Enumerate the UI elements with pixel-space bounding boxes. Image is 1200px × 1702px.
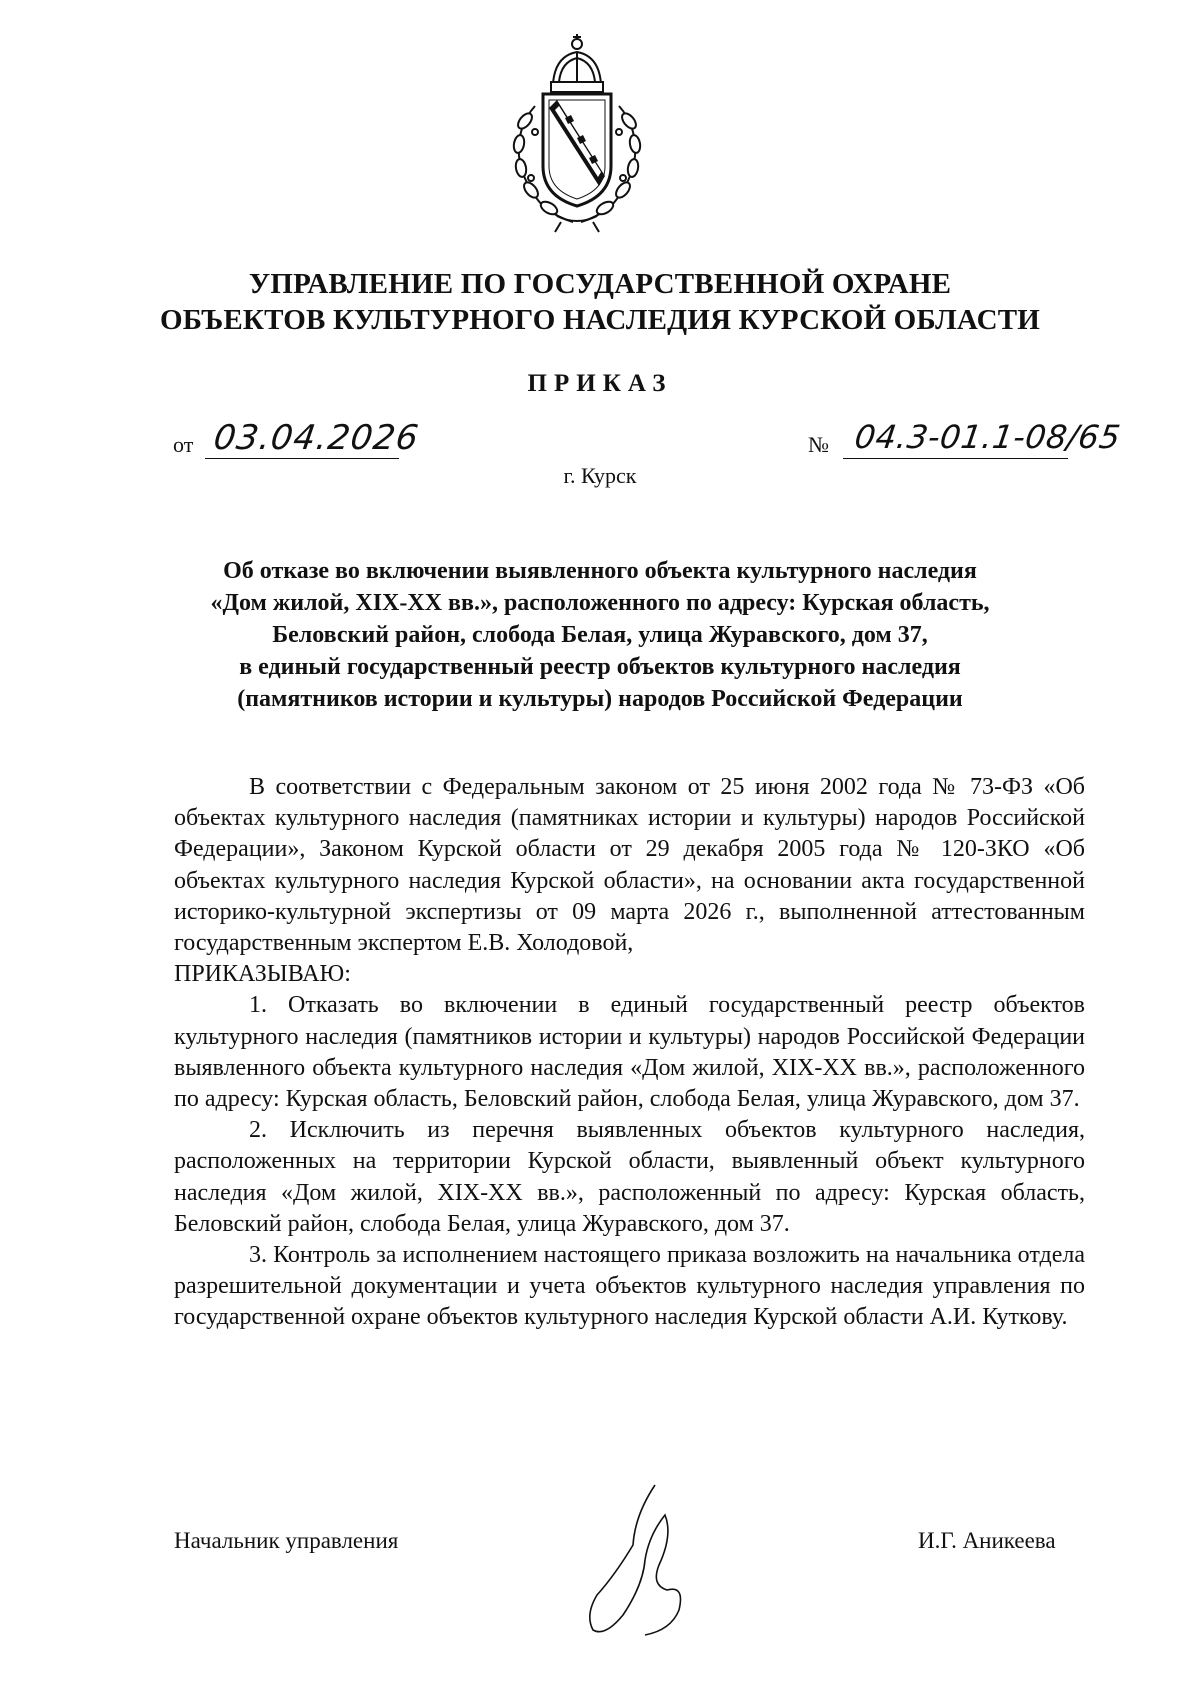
document-type-title: ПРИКАЗ xyxy=(527,370,673,397)
organization-name xyxy=(100,266,1100,338)
signatory-name: И.Г. Аникеева xyxy=(918,1528,1056,1553)
date-underline xyxy=(205,458,399,459)
date-label: от xyxy=(173,432,194,457)
subject-line: в единый государственный реестр объектов культурного наследия xyxy=(239,654,961,680)
city-line: г. Курск xyxy=(563,463,637,488)
handwritten-date: 03.04.2026 xyxy=(211,418,422,458)
handwritten-signature xyxy=(575,1465,715,1645)
subject-line: (памятников истории и культуры) народов Российской Федерации xyxy=(237,686,963,712)
preamble-paragraph: В соответствии с Федеральным законом от 25 июня 2002 года № 73-ФЗ «Об объектах культурного наследия (памятниках истории и культуры) народов Российской Федерации», Законом Курской области от 29 декабря 2005 года № 120-ЗКО «Об объектах культурного наследия Курской области», на основании акта государственной историко-культурной экспертизы от 09 марта 2026 г., выполненной аттестованным государственным экспертом Е.В. Холодовой, xyxy=(174,774,1085,957)
subject-line: Об отказе во включении выявленного объекта культурного наследия xyxy=(223,558,977,584)
coat-of-arms-emblem xyxy=(495,26,660,236)
order-body xyxy=(174,772,1085,1334)
order-item-2: 2. Исключить из перечня выявленных объектов культурного наследия, расположенных на территории Курской области, выявленный объект культурного наследия «Дом жилой, XIX-XX вв.», расположенный по адресу: Курская область, Беловский район, слобода Белая, улица Журавского, дом 37. xyxy=(174,1117,1085,1237)
order-item-3: 3. Контроль за исполнением настоящего приказа возложить на начальника отдела разрешительной документации и учета объектов культурного наследия управления по государственной охране объектов культурного наследия Курской области А.И. Куткову. xyxy=(174,1242,1085,1331)
order-item-1: 1. Отказать во включении в единый государственный реестр объектов культурного наследия (памятников истории и культуры) народов Российской Федерации выявленного объекта культурного наследия «Дом жилой, XIX-XX вв.», расположенного по адресу: Курская область, Беловский район, слобода Белая, улица Журавского, дом 37. xyxy=(174,992,1085,1113)
org-line-1: УПРАВЛЕНИЕ ПО ГОСУДАРСТВЕННОЙ ОХРАНЕ xyxy=(248,268,952,300)
order-keyword: ПРИКАЗЫВАЮ: xyxy=(174,961,351,988)
signatory-position: Начальник управления xyxy=(174,1528,399,1553)
org-line-2: ОБЪЕКТОВ КУЛЬТУРНОГО НАСЛЕДИЯ КУРСКОЙ ОБЛАСТИ xyxy=(159,304,1041,336)
subject-line: Беловский район, слобода Белая, улица Журавского, дом 37, xyxy=(272,622,928,648)
number-label: № xyxy=(808,432,829,457)
order-subject xyxy=(100,555,1100,715)
handwritten-number: 04.3-01.1-08/65 xyxy=(852,418,1123,456)
number-underline xyxy=(843,458,1068,459)
subject-line: «Дом жилой, XIX-XX вв.», расположенного по адресу: Курская область, xyxy=(210,590,990,616)
